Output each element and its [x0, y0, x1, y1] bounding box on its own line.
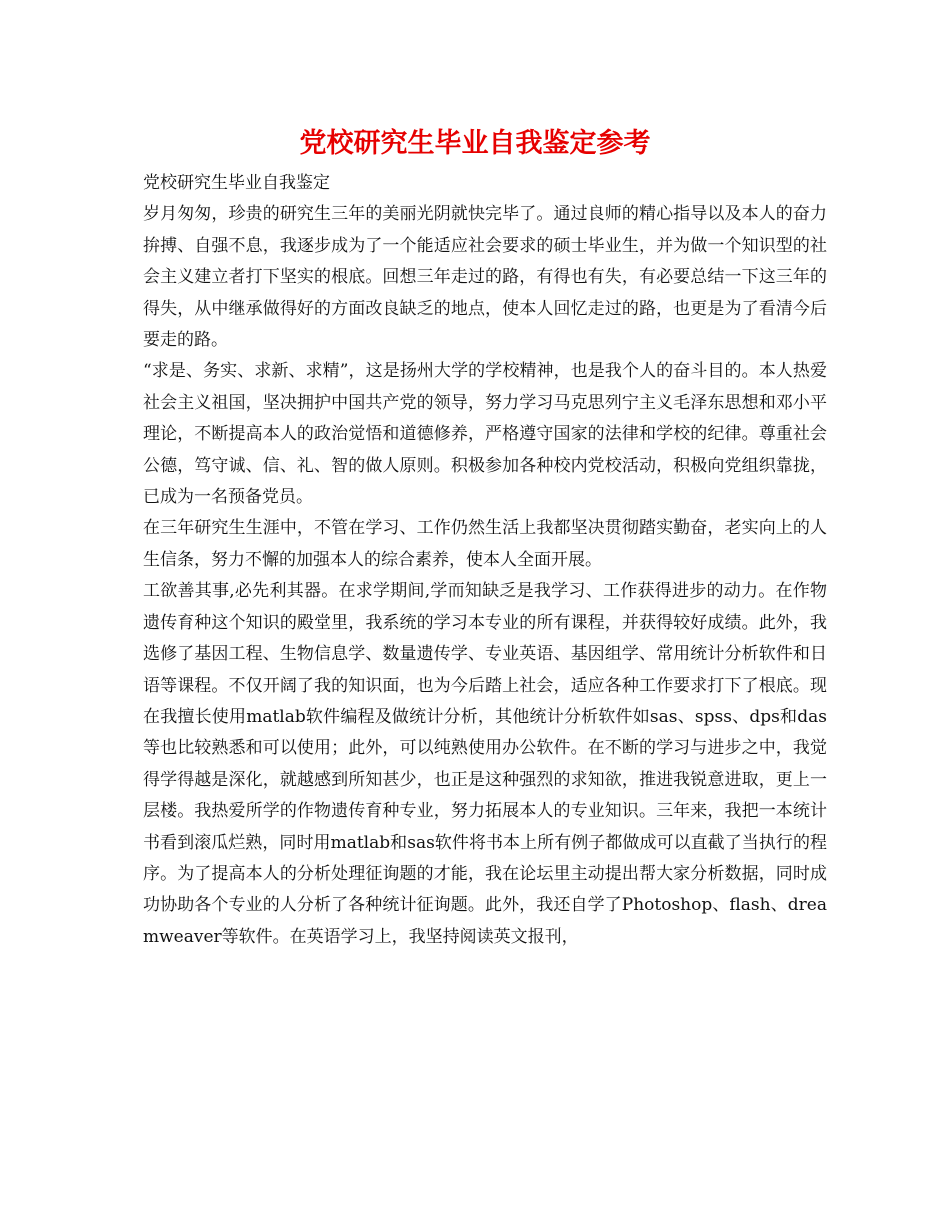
- document-title: 党校研究生毕业自我鉴定参考: [299, 128, 651, 159]
- paragraph-1: 岁月匆匆，珍贵的研究生三年的美丽光阴就快完毕了。通过良师的精心指导以及本人的奋力拚搏、自强不息，我逐步成为了一个能适应社会要求的硕士毕业生，并为做一个知识型的社会主义建立者打下坚实的根底。回想三年走过的路，有得也有失，有必要总结一下这三年的得失，从中继承做得好的方面改良缺乏的地点，使本人回忆走过的路，也更是为了看清今后要走的路。: [143, 204, 827, 351]
- paragraph-4: 工欲善其事,必先利其器。在求学期间,学而知缺乏是我学习、工作获得进步的动力。在作物遗传育种这个知识的殿堂里，我系统的学习本专业的所有课程，并获得较好成绩。此外，我选修了基因工程、生物信息学、数量遗传学、专业英语、基因组学、常用统计分析软件和日语等课程。不仅开阔了我的知识面，也为今后踏上社会，适应各种工作要求打下了根底。现在我擅长使用matlab软件编程及做统计分析，其他统计分析软件如sas、spss、dps和das等也比较熟悉和可以使用；此外，可以纯熟使用办公软件。在不断的学习与进步之中，我觉得学得越是深化，就越感到所知甚少，也正是这种强烈的求知欲，推进我锐意进取，更上一层楼。我热爱所学的作物遗传育种专业，努力拓展本人的专业知识。三年来，我把一本统计书看到滚瓜烂熟，同时用matlab和sas软件将书本上所有例子都做成可以直截了当执行的程序。为了提高本人的分析处理征询题的才能，我在论坛里主动提出帮大家分析数据，同时成功协助各个专业的人分析了各种统计征询题。此外，我还自学了Photoshop、flash、dreamweaver等软件。在英语学习上，我坚持阅读英文报刊，: [143, 581, 827, 947]
- paragraph-2: “求是、务实、求新、求精”，这是扬州大学的学校精神，也是我个人的奋斗目的。本人热爱社会主义祖国，坚决拥护中国共产党的领导，努力学习马克思列宁主义毛泽东思想和邓小平理论，不断提高本人的政治觉悟和道德修养，严格遵守国家的法律和学校的纪律。尊重社会公德，笃守诚、信、礼、智的做人原则。积极参加各种校内党校活动，积极向党组织靠拢，已成为一名预备党员。: [143, 361, 827, 508]
- document-body: [143, 168, 827, 953]
- paragraph-3: 在三年研究生生涯中，不管在学习、工作仍然生活上我都坚决贯彻踏实勤奋，老实向上的人生信条，努力不懈的加强本人的综合素养，使本人全面开展。: [143, 518, 827, 570]
- paragraph-subtitle: 党校研究生毕业自我鉴定: [143, 173, 330, 193]
